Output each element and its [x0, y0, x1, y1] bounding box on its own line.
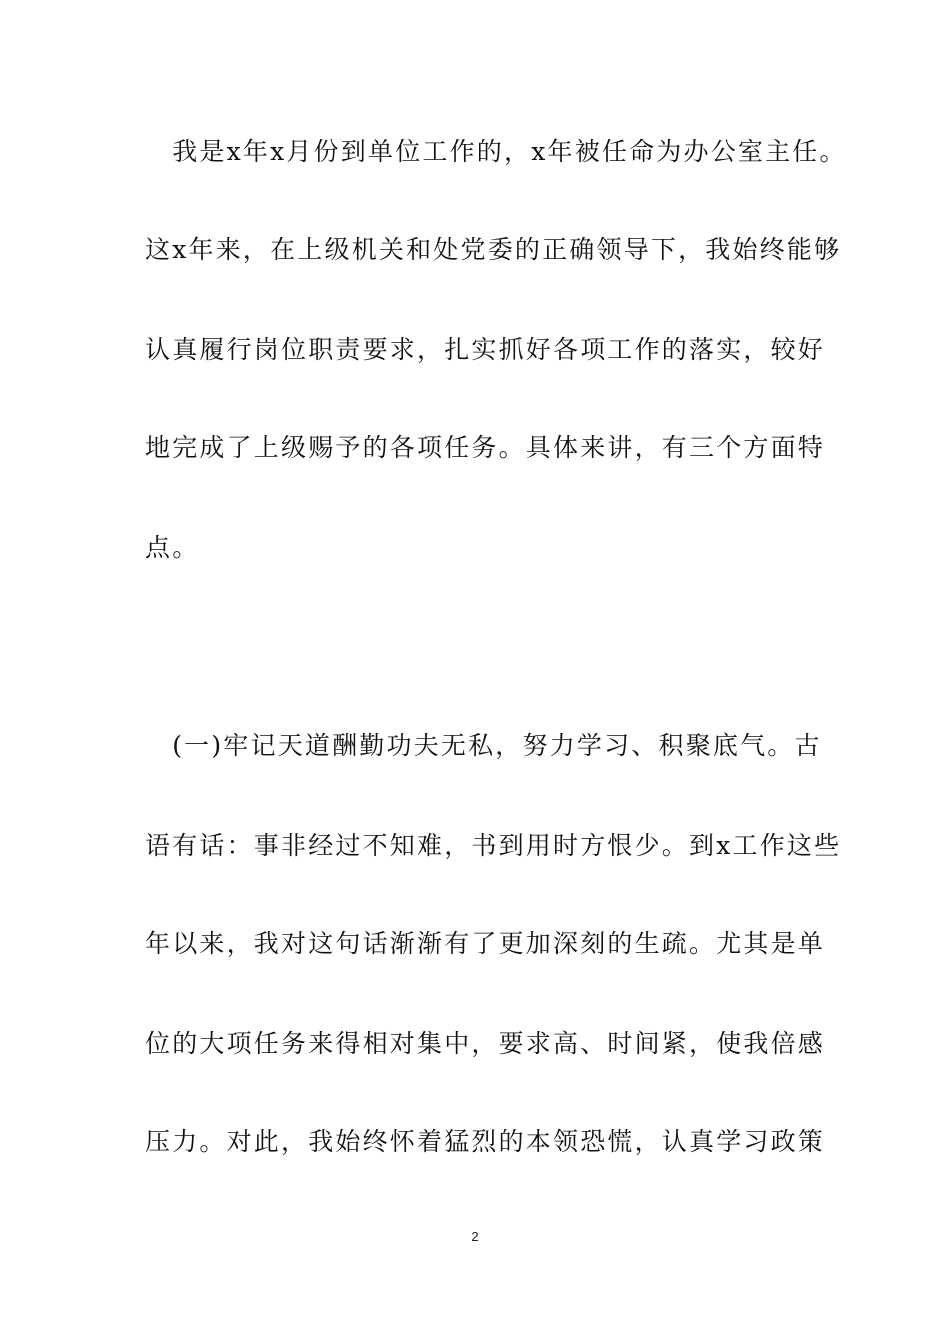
paragraph-2-line-4: 位的大项任务来得相对集中，要求高、时间紧，使我倍感: [145, 1029, 826, 1058]
paragraph-2-line-5: 压力。对此，我始终怀着猛烈的本领恐慌，认真学习政策: [145, 1127, 826, 1156]
paragraph-1-line-3: 认真履行岗位职责要求，扎实抓好各项工作的落实，较好: [145, 335, 826, 364]
paragraph-2-line-2: 语有话：事非经过不知难，书到用时方恨少。到x工作这些: [145, 831, 842, 860]
paragraph-1-line-4: 地完成了上级赐予的各项任务。具体来讲，有三个方面特: [145, 433, 826, 462]
paragraph-1-line-1: 我是x年x月份到单位工作的，x年被任命为办公室主任。: [145, 137, 847, 166]
paragraph-2-line-1: (一)牢记天道酬勤功夫无私，努力学习、积聚底气。古: [145, 731, 822, 760]
paragraph-1-line-5: 点。: [145, 533, 200, 562]
page-number: 2: [471, 1229, 479, 1244]
paragraph-1-line-2: 这x年来，在上级机关和处党委的正确领导下，我始终能够: [145, 235, 842, 264]
paragraph-2-line-3: 年以来，我对这句话渐渐有了更加深刻的生疏。尤其是单: [145, 929, 826, 958]
